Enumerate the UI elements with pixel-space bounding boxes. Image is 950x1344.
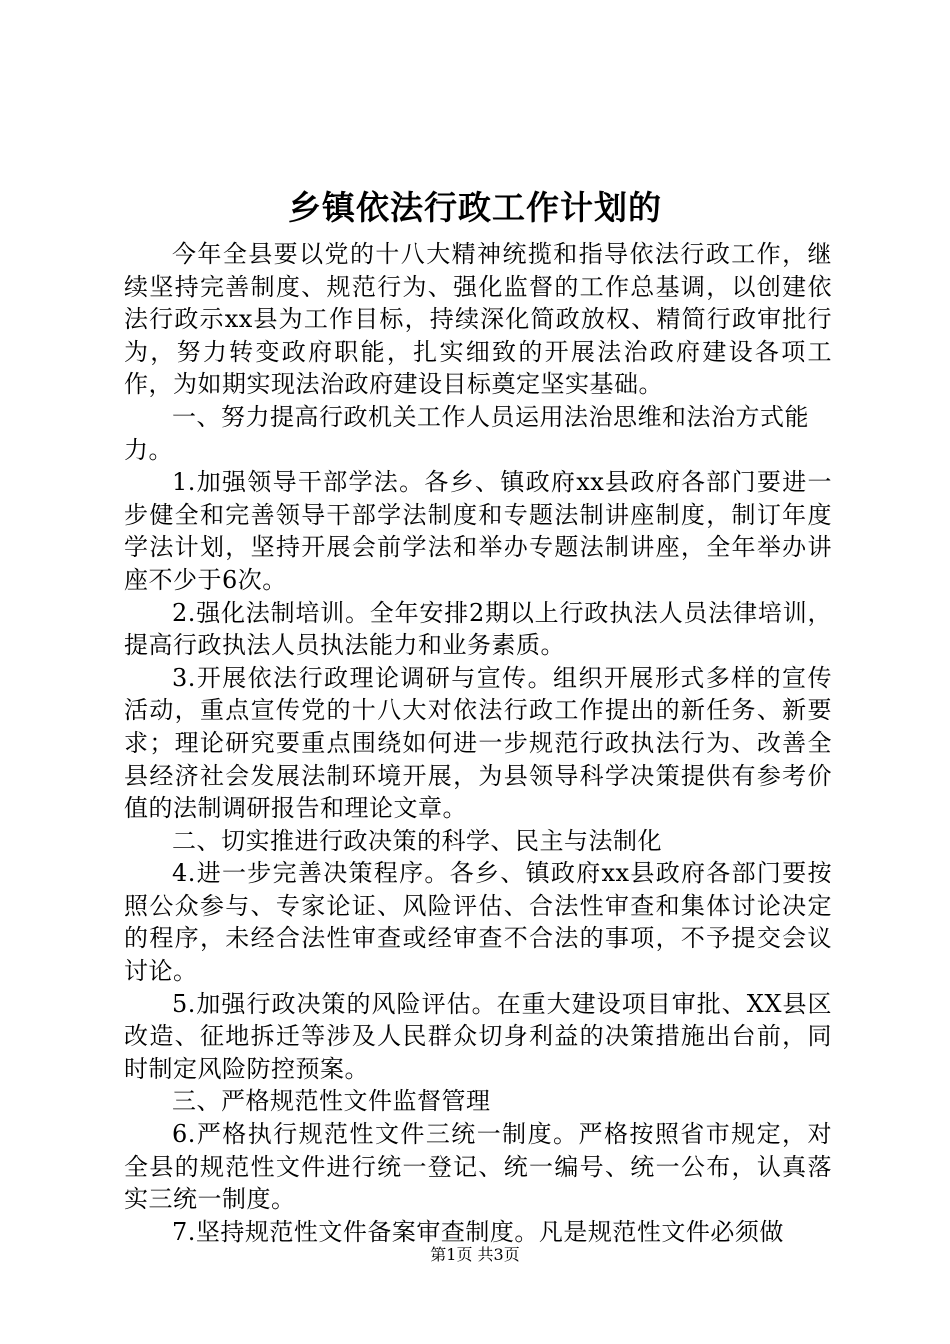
- document-body: [124, 238, 832, 1248]
- item-paragraph-2: 2.强化法制培训。全年安排2期以上行政执法人员法律培训，提高行政执法人员执法能力和业务素质。: [124, 598, 832, 660]
- item-paragraph-7: 7.坚持规范性文件备案审查制度。凡是规范性文件必须做: [172, 1217, 784, 1246]
- section-heading-2: 二、切实推进行政决策的科学、民主与法制化: [172, 826, 662, 855]
- item-paragraph-3: 3.开展依法行政理论调研与宣传。组织开展形式多样的宣传活动，重点宣传党的十八大对依法行政工作提出的新任务、新要求；理论研究要重点围绕如何进一步规范行政执法行为、改善全县经济社会发展法制环境开展，为县领导科学决策提供有参考价值的法制调研报告和理论文章。: [124, 663, 832, 823]
- item-paragraph-4: 4.进一步完善决策程序。各乡、镇政府xx县政府各部门要按照公众参与、专家论证、风险评估、合法性审查和集体讨论决定的程序，未经合法性审查或经审查不合法的事项，不予提交会议讨论。: [124, 859, 832, 986]
- page-footer: [0, 1243, 950, 1267]
- item-paragraph-1: 1.加强领导干部学法。各乡、镇政府xx县政府各部门要进一步健全和完善领导干部学法制度和专题法制讲座制度，制订年度学法计划，坚持开展会前学法和举办专题法制讲座，全年举办讲座不少于6次。: [124, 468, 832, 594]
- item-paragraph-5: 5.加强行政决策的风险评估。在重大建设项目审批、XX县区改造、征地拆迁等涉及人民群众切身利益的决策措施出台前，同时制定风险防控预案。: [124, 989, 832, 1083]
- item-paragraph-6: 6.严格执行规范性文件三统一制度。严格按照省市规定，对全县的规范性文件进行统一登记、统一编号、统一公布，认真落实三统一制度。: [124, 1120, 832, 1214]
- document-title: 乡镇依法行政工作计划的: [288, 188, 662, 227]
- section-heading-1: 一、努力提高行政机关工作人员运用法治思维和法治方式能力。: [124, 402, 809, 464]
- page-indicator: 第1页 共3页: [430, 1245, 520, 1264]
- intro-paragraph: 今年全县要以党的十八大精神统揽和指导依法行政工作，继续坚持完善制度、规范行为、强化监督的工作总基调，以创建依法行政示xx县为工作目标，持续深化简政放权、精简行政审批行为，努力转变政府职能，扎实细致的开展法治政府建设各项工作，为如期实现法治政府建设目标奠定坚实基础。: [124, 240, 832, 399]
- section-heading-3: 三、严格规范性文件监督管理: [172, 1087, 491, 1116]
